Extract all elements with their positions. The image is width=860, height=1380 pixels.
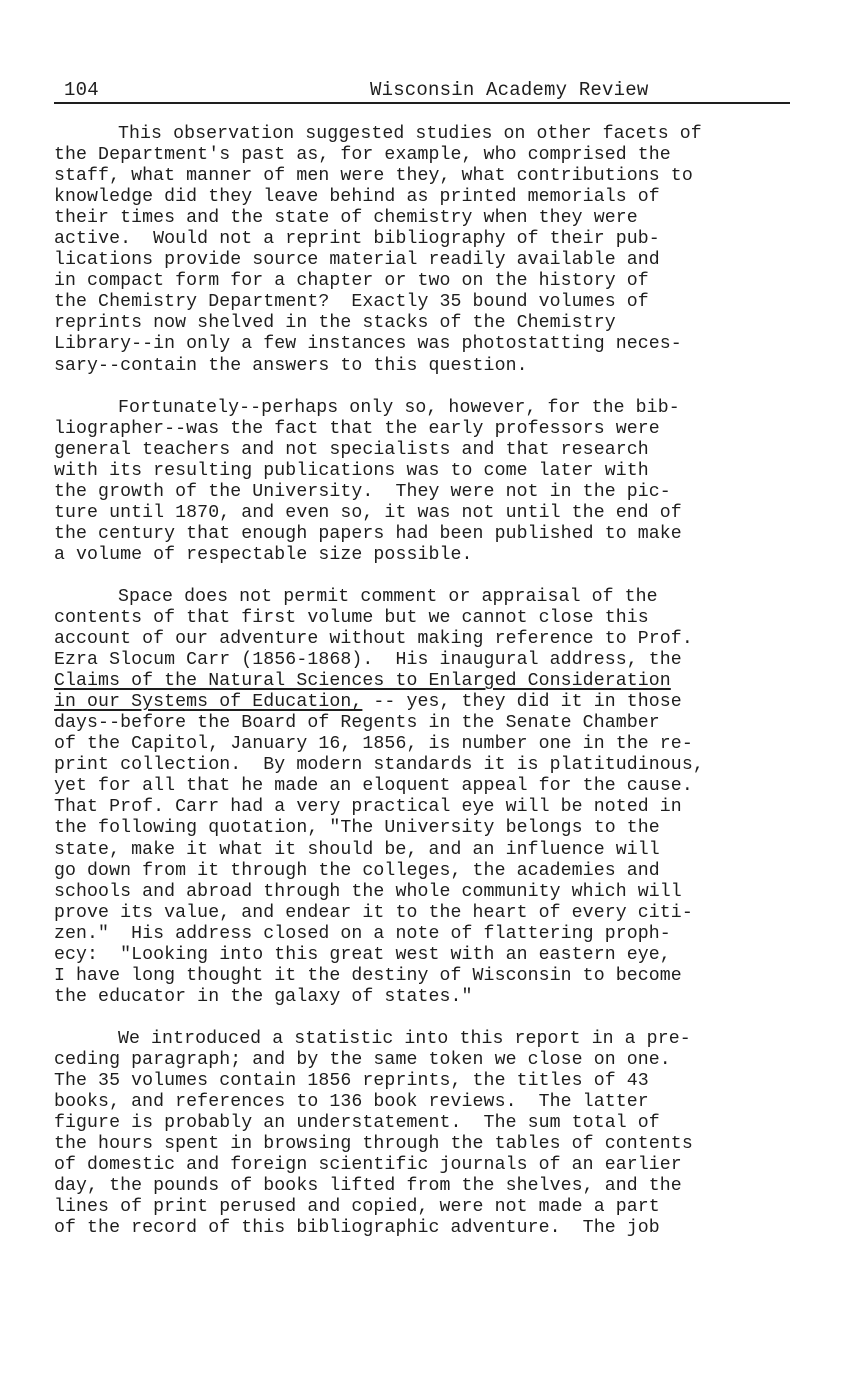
- text-line: days--before the Board of Regents in the Senate Chamber: [54, 713, 660, 734]
- text-line: a volume of respectable size possible.: [54, 544, 473, 565]
- page-header: [54, 78, 790, 104]
- text-line: That Prof. Carr had a very practical eye will be noted in: [54, 797, 682, 818]
- text-line: zen." His address closed on a note of flattering proph-: [54, 923, 671, 944]
- text-line: day, the pounds of books lifted from the shelves, and the: [54, 1176, 682, 1197]
- text-line: We introduced a statistic into this report in a pre-: [118, 1028, 691, 1049]
- text-line: figure is probably an understatement. The sum total of: [54, 1113, 660, 1134]
- text-line: prove its value, and endear it to the heart of every citi-: [54, 902, 693, 923]
- text-line: Space does not permit comment or appraisal of the: [118, 586, 658, 607]
- text-line: reprints now shelved in the stacks of the Chemistry: [54, 313, 616, 334]
- text-line: I have long thought it the destiny of Wisconsin to become: [54, 965, 682, 986]
- text-line: of domestic and foreign scientific journals of an earlier: [54, 1155, 682, 1176]
- text-line: yet for all that he made an eloquent appeal for the cause.: [54, 776, 693, 797]
- text-line: This observation suggested studies on other facets of: [118, 124, 702, 144]
- text-line: of the record of this bibliographic adventure. The job: [54, 1218, 660, 1239]
- text-fragment: -- yes, they did it in those: [362, 692, 682, 713]
- paragraph-2: [54, 398, 844, 566]
- text-line: books, and references to 136 book reviews. The latter: [54, 1092, 649, 1113]
- text-line: Fortunately--perhaps only so, however, for the bib-: [118, 397, 680, 418]
- underlined-title: in our Systems of Education,: [54, 692, 363, 713]
- running-head: Wisconsin Academy Review: [370, 79, 649, 101]
- text-line: liographer--was the fact that the early professors were: [54, 418, 660, 439]
- text-line: Ezra Slocum Carr (1856-1868). His inaugural address, the: [54, 650, 682, 671]
- text-line: their times and the state of chemistry when they were: [54, 208, 638, 229]
- text-line: state, make it what it should be, and an influence will: [54, 839, 660, 860]
- page-number: 104: [64, 79, 99, 101]
- text-line: the Department's past as, for example, who comprised the: [54, 145, 671, 166]
- text-line: account of our adventure without making reference to Prof.: [54, 629, 693, 650]
- text-line: in compact form for a chapter or two on the history of: [54, 271, 649, 292]
- text-line: the Chemistry Department? Exactly 35 bound volumes of: [54, 292, 649, 313]
- text-line: lines of print perused and copied, were not made a part: [54, 1197, 660, 1218]
- text-line: contents of that first volume but we cannot close this: [54, 607, 649, 628]
- text-line: the hours spent in browsing through the tables of contents: [54, 1134, 693, 1155]
- text-line: sary--contain the answers to this question.: [54, 355, 528, 376]
- text-line: knowledge did they leave behind as printed memorials of: [54, 187, 660, 208]
- text-line: lications provide source material readily available and: [54, 250, 660, 271]
- text-line: The 35 volumes contain 1856 reprints, the titles of 43: [54, 1070, 649, 1091]
- body-text: [54, 124, 844, 1260]
- paragraph-1: [54, 124, 844, 377]
- text-line: ceding paragraph; and by the same token we close on one.: [54, 1049, 671, 1070]
- paragraph-4: [54, 1029, 844, 1239]
- text-line: Library--in only a few instances was photostatting neces-: [54, 334, 682, 355]
- text-line: schools and abroad through the whole community which will: [54, 881, 682, 902]
- text-line: ture until 1870, and even so, it was not until the end of: [54, 502, 682, 523]
- text-line: the educator in the galaxy of states.": [54, 986, 473, 1007]
- text-line: of the Capitol, January 16, 1856, is number one in the re-: [54, 734, 693, 755]
- text-line: ecy: "Looking into this great west with an eastern eye,: [54, 944, 671, 965]
- text-line: the growth of the University. They were not in the pic-: [54, 481, 671, 502]
- text-line: active. Would not a reprint bibliography of their pub-: [54, 229, 660, 250]
- text-line: general teachers and not specialists and that research: [54, 439, 649, 460]
- text-line: [54, 692, 844, 713]
- text-line: with its resulting publications was to come later with: [54, 460, 649, 481]
- paragraph-3: [54, 587, 844, 1008]
- underlined-title: Claims of the Natural Sciences to Enlarged Consideration: [54, 671, 671, 692]
- text-line: staff, what manner of men were they, what contributions to: [54, 166, 693, 187]
- text-line: the following quotation, "The University belongs to the: [54, 818, 660, 839]
- text-line: print collection. By modern standards it is platitudinous,: [54, 755, 704, 776]
- text-line: the century that enough papers had been published to make: [54, 523, 682, 544]
- text-line: [54, 671, 844, 692]
- text-line: go down from it through the colleges, the academies and: [54, 860, 660, 881]
